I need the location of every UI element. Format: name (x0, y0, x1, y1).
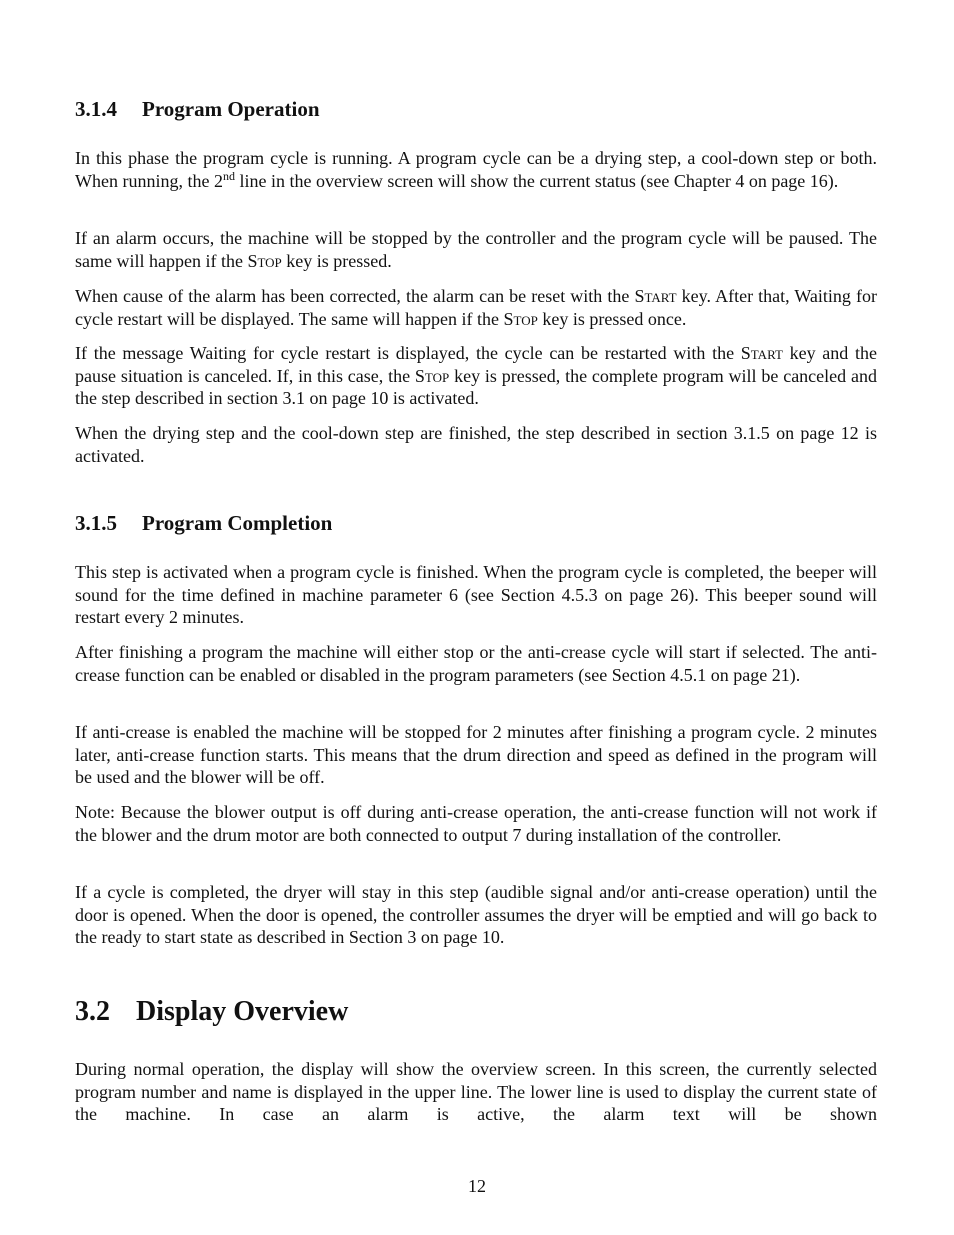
paragraph: This step is activated when a program cycle is finished. When the program cycle is completed, the beeper will sound for the time defined in machine parameter 6 (see Section 4.5.3 on page 26). This beeper sound will restart every 2 minutes. (75, 562, 877, 627)
paragraph: During normal operation, the display will show the overview screen. In this screen, the currently selected program number and name is displayed in the upper line. The lower line is used to display the current state of the machine. In case an alarm is active, the alarm text will be shown (75, 1059, 877, 1124)
key-name: Stop (503, 308, 538, 329)
paragraph: When the drying step and the cool-down step are finished, the step described in section 3.1.5 on page 12 is activated. (75, 423, 877, 466)
key-name: Start (740, 343, 783, 363)
paragraph: After finishing a program the machine will either stop or the anti-crease cycle will start if selected. The anti-crease function can be enabled or disabled in the program parameters (see Section 4.5.1 on page 21). (75, 642, 877, 685)
key-name: Start (634, 286, 677, 306)
paragraph: If an alarm occurs, the machine will be stopped by the controller and the program cycle will be paused. The same will happen if the Stop key is pressed. (75, 228, 877, 271)
paragraph: When cause of the alarm has been corrected, the alarm can be reset with the Start key. After that, Waiting for cycle restart will be displayed. The same will happen if the Stop key is pressed once. (75, 286, 877, 329)
section-heading-3-1-4 (75, 96, 320, 122)
section-title: Display Overview (136, 996, 349, 1027)
section-title: Program Operation (142, 97, 320, 121)
paragraph: Note: Because the blower output is off during anti-crease operation, the anti-crease function will not work if the blower and the drum motor are both connected to output 7 during installation of the controller. (75, 802, 877, 845)
section-heading-3-2 (75, 995, 348, 1029)
superscript: nd (222, 168, 235, 183)
section-heading-3-1-5 (75, 510, 332, 536)
paragraph: If the message Waiting for cycle restart is displayed, the cycle can be restarted with the Start key and the pause situation is canceled. If, in this case, the Stop key is pressed, the complete program will be canceled and the step described in section 3.1 on page 10 is activated. (75, 343, 877, 408)
key-name: Stop (414, 365, 450, 386)
section-title: Program Completion (142, 511, 333, 535)
section-number: 3.1.5 (75, 511, 117, 535)
section-number: 3.2 (75, 996, 110, 1027)
section-number: 3.1.4 (75, 97, 117, 121)
page-number: 12 (468, 1176, 486, 1196)
paragraph: If a cycle is completed, the dryer will stay in this step (audible signal and/or anti-crease operation) until the door is opened. When the door is opened, the controller assumes the dryer will be emptied and will go back to the ready to start state as described in Section 3 on page 10. (75, 882, 877, 947)
paragraph: In this phase the program cycle is running. A program cycle can be a drying step, a cool-down step or both. When running, the 2nd line in the overview screen will show the current status (see Chapter 4 on page 16). (75, 148, 877, 191)
key-name: Stop (247, 250, 282, 271)
paragraph: If anti-crease is enabled the machine will be stopped for 2 minutes after finishing a program cycle. 2 minutes later, anti-crease function starts. This means that the drum direction and speed as defined in the program will be used and the blower will be off. (75, 722, 877, 787)
